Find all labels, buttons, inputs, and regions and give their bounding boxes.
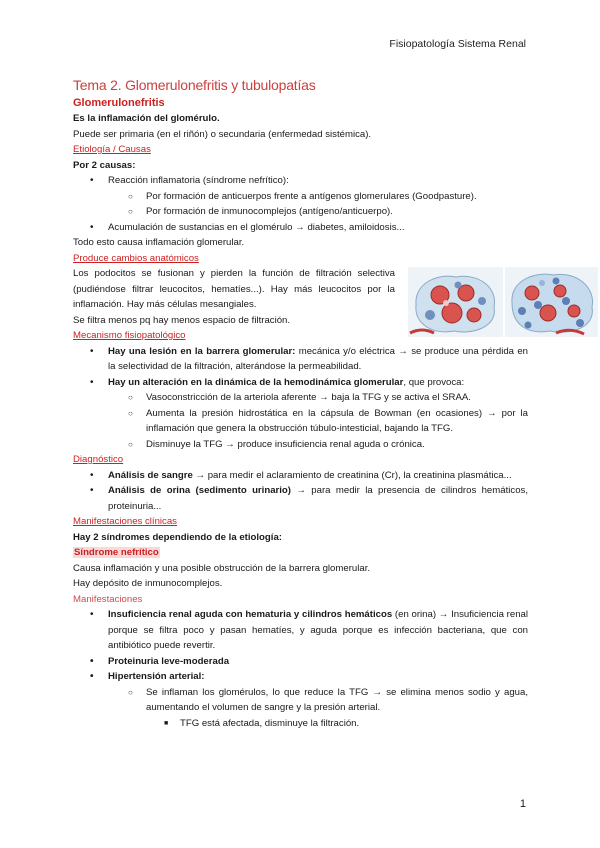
list-item: ○ Se inflaman los glomérulos, lo que reduce la TFG → se elimina menos sodio y agua, aumentando el volumen de sangre y la presión arterial. <box>73 685 528 716</box>
list-item: • Acumulación de sustancias en el glomérulo → diabetes, amiloidosis... <box>73 220 528 236</box>
list-item-text: , que provoca: <box>403 376 465 388</box>
etiologia-list <box>73 173 528 235</box>
list-item <box>73 468 528 484</box>
list-item <box>73 483 528 514</box>
heading-etiologia: Etiología / Causas <box>73 144 151 155</box>
etiologia-summary: Todo esto causa inflamación glomerular. <box>73 237 245 248</box>
etiologia-intro: Por 2 causas: <box>73 159 136 171</box>
heading-cambios-anatomicos: Produce cambios anatómicos <box>73 252 199 264</box>
list-item <box>73 375 528 391</box>
anatomia-note: Se filtra menos pq hay menos espacio de filtración. <box>73 314 291 326</box>
list-item: ○ Por formación de inmunocomplejos (antígeno/anticuerpo). <box>73 204 528 220</box>
list-item-text: (en orina) → Insuficiencia renal porque se filtra poco y pasan hematíes, y aguda porque es infección bacteriana, que con antibiótico puede revertir. <box>108 609 528 651</box>
list-item-text: mecánica y/o eléctrica → se produce una pérdida en la selectividad de la filtración, alterándose la permeabilidad. <box>108 345 528 372</box>
list-item-text: → para medir el aclaramiento de creatinina (Cr), la creatinina plasmática... <box>192 469 512 481</box>
heading-mecanismo: Mecanismo fisiopatológico <box>73 330 186 341</box>
page-title: Tema 2. Glomerulonefritis y tubulopatías <box>73 77 316 93</box>
list-item: ○ Aumenta la presión hidrostática en la cápsula de Bowman (en ocasiones) → por la inflamación que genera la obstrucción túbulo-intesticial, bajando la TFG. <box>73 406 528 437</box>
list-item: • Hipertensión arterial: <box>73 669 528 685</box>
list-item <box>73 607 528 654</box>
heading-manifestaciones-clinicas: Manifestaciones clínicas <box>73 516 177 527</box>
list-item-text: → para medir la presencia de cilindros hemáticos, proteinuria... <box>108 485 528 512</box>
list-item <box>73 344 528 375</box>
list-item: ○ Por formación de anticuerpos frente a antígenos glomerulares (Goodpasture). <box>73 189 528 205</box>
heading-manifestaciones: Manifestaciones <box>73 593 143 605</box>
page-number: 1 <box>519 798 526 810</box>
document-body <box>73 76 528 731</box>
nefritico-text-2: Hay depósito de inmunocomplejos. <box>73 578 223 589</box>
list-item: ○ Vasoconstricción de la arteriola aferente → baja la TFG y se activa el SRAA. <box>73 390 528 406</box>
heading-sindrome-nefritico <box>73 545 528 561</box>
manifestaciones-list <box>73 607 528 731</box>
list-item-bold: Análisis de orina (sedimento urinario) <box>108 485 291 496</box>
list-item-bold: Hay una lesión en la barrera glomerular: <box>108 345 296 357</box>
mecanismo-list <box>73 344 528 453</box>
manifestaciones-intro: Hay 2 síndromes dependiendo de la etiología: <box>73 531 282 543</box>
nefritico-text-1: Causa inflamación y una posible obstrucción de la barrera glomerular. <box>73 562 371 574</box>
heading-glomerulonefritis: Glomerulonefritis <box>73 97 165 109</box>
diagnostico-list <box>73 468 528 515</box>
heading-sindrome-nefritico-text: Síndrome nefrítico <box>74 547 159 558</box>
list-item-bold: Análisis de sangre <box>108 469 193 481</box>
page-header: Fisiopatología Sistema Renal <box>389 38 526 50</box>
list-item: • Proteinuria leve-moderada <box>73 654 528 670</box>
heading-diagnostico: Diagnóstico <box>73 454 124 465</box>
definition-text: Puede ser primaria (en el riñón) o secundaria (enfermedad sistémica). <box>73 128 372 140</box>
definition-bold: Es la inflamación del glomérulo. <box>73 113 220 124</box>
list-item: ○ Disminuye la TFG → produce insuficiencia renal aguda o crónica. <box>73 437 528 453</box>
list-item-bold: Insuficiencia renal aguda con hematuria y cilindros hemáticos <box>108 609 393 620</box>
list-item: ■ TFG está afectada, disminuye la filtración. <box>73 716 528 732</box>
anatomia-paragraph: Los podocitos se fusionan y pierden la función de filtración selectiva (pudiéndose filtrar leucocitos, hematíes...). Hay más leucocitos por la inflamación. Hay más células mesangiales. <box>73 268 395 310</box>
list-item: • Reacción inflamatoria (síndrome nefrítico): <box>73 173 528 189</box>
list-item-bold: Hay un alteración en la dinámica de la hemodinámica glomerular <box>108 376 404 388</box>
